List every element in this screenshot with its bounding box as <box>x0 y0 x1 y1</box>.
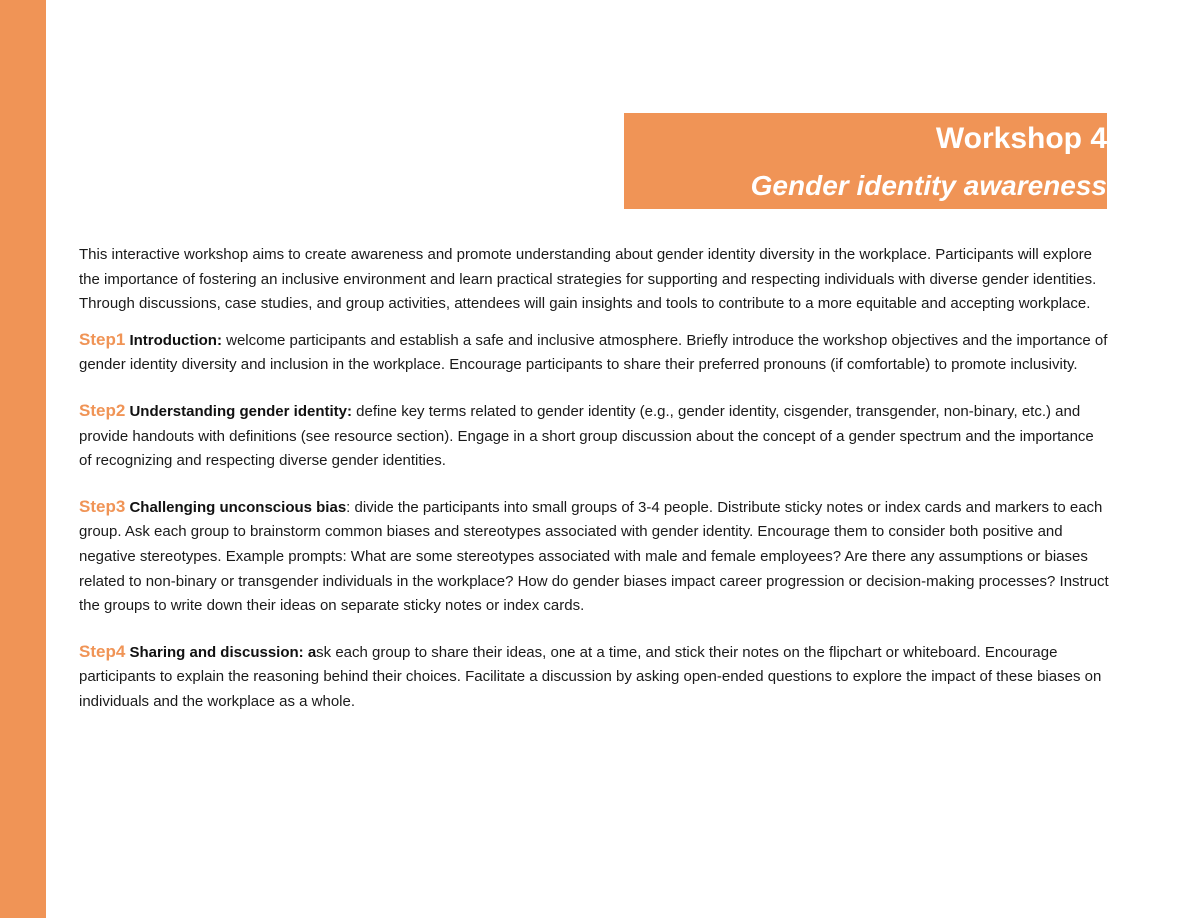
step-3-heading: Challenging unconscious bias <box>129 498 347 516</box>
step-4-label: Step4 <box>79 641 126 661</box>
step-2-heading: Understanding gender identity: <box>129 402 352 420</box>
step-1-body: welcome participants and establish a safe and inclusive atmosphere. Briefly introduce the workshop objectives and the importance of gender identity diversity and inclusion in the workplace. Encourage participants to share their preferred pronouns (if comfortable) to promote inclusivity. <box>79 331 1108 374</box>
step-1-heading: Introduction: <box>129 331 222 349</box>
intro-paragraph: This interactive workshop aims to create awareness and promote understanding about gender identity diversity in the workplace. Participants will explore the importance of fostering an inclusive environment and learn practical strategies for supporting and respecting individuals with diverse gender identities. Through discussions, case studies, and group activities, attendees will gain insights and tools to contribute to a more equitable and accepting workplace. <box>79 246 1097 313</box>
step-4-heading: Sharing and discussion: a <box>129 643 317 661</box>
step-2 <box>79 399 1109 474</box>
title-banner <box>624 113 1107 209</box>
step-1 <box>79 328 1109 378</box>
step-4 <box>79 640 1109 715</box>
step-4-body: sk each group to share their ideas, one at a time, and stick their notes on the flipchart or whiteboard. Encourage participants to explain the reasoning behind their choices. Facilitate a discussion by asking open-ended questions to explore the impact of these biases on individuals and the workplace as a whole. <box>79 643 1102 710</box>
step-2-body: define key terms related to gender identity (e.g., gender identity, cisgender, transgender, non-binary, etc.) and provide handouts with definitions (see resource section). Engage in a short group discussion about the concept of a gender spectrum and the importance of recognizing and respecting diverse gender identities. <box>79 402 1094 470</box>
step-2-label: Step2 <box>79 400 126 420</box>
step-1-label: Step1 <box>79 329 126 349</box>
step-3 <box>79 495 1109 619</box>
step-3-label: Step3 <box>79 496 126 516</box>
side-accent-bar <box>0 0 46 918</box>
step-3-body: : divide the participants into small groups of 3-4 people. Distribute sticky notes or index cards and markers to each group. Ask each group to brainstorm common biases and stereotypes associated with gender identity. Encourage them to consider both positive and negative stereotypes. Example prompts: What are some stereotypes associated with male and female employees? Are there any assumptions or biases related to non-binary or transgender individuals in the workplace? How do gender biases impact career progression or decision-making processes? Instruct the groups to write down their ideas on separate sticky notes or index cards. <box>79 498 1109 615</box>
workshop-number-title: Workshop 4 <box>935 122 1107 155</box>
workshop-subtitle: Gender identity awareness <box>750 170 1107 201</box>
workshop-content <box>79 243 1109 715</box>
